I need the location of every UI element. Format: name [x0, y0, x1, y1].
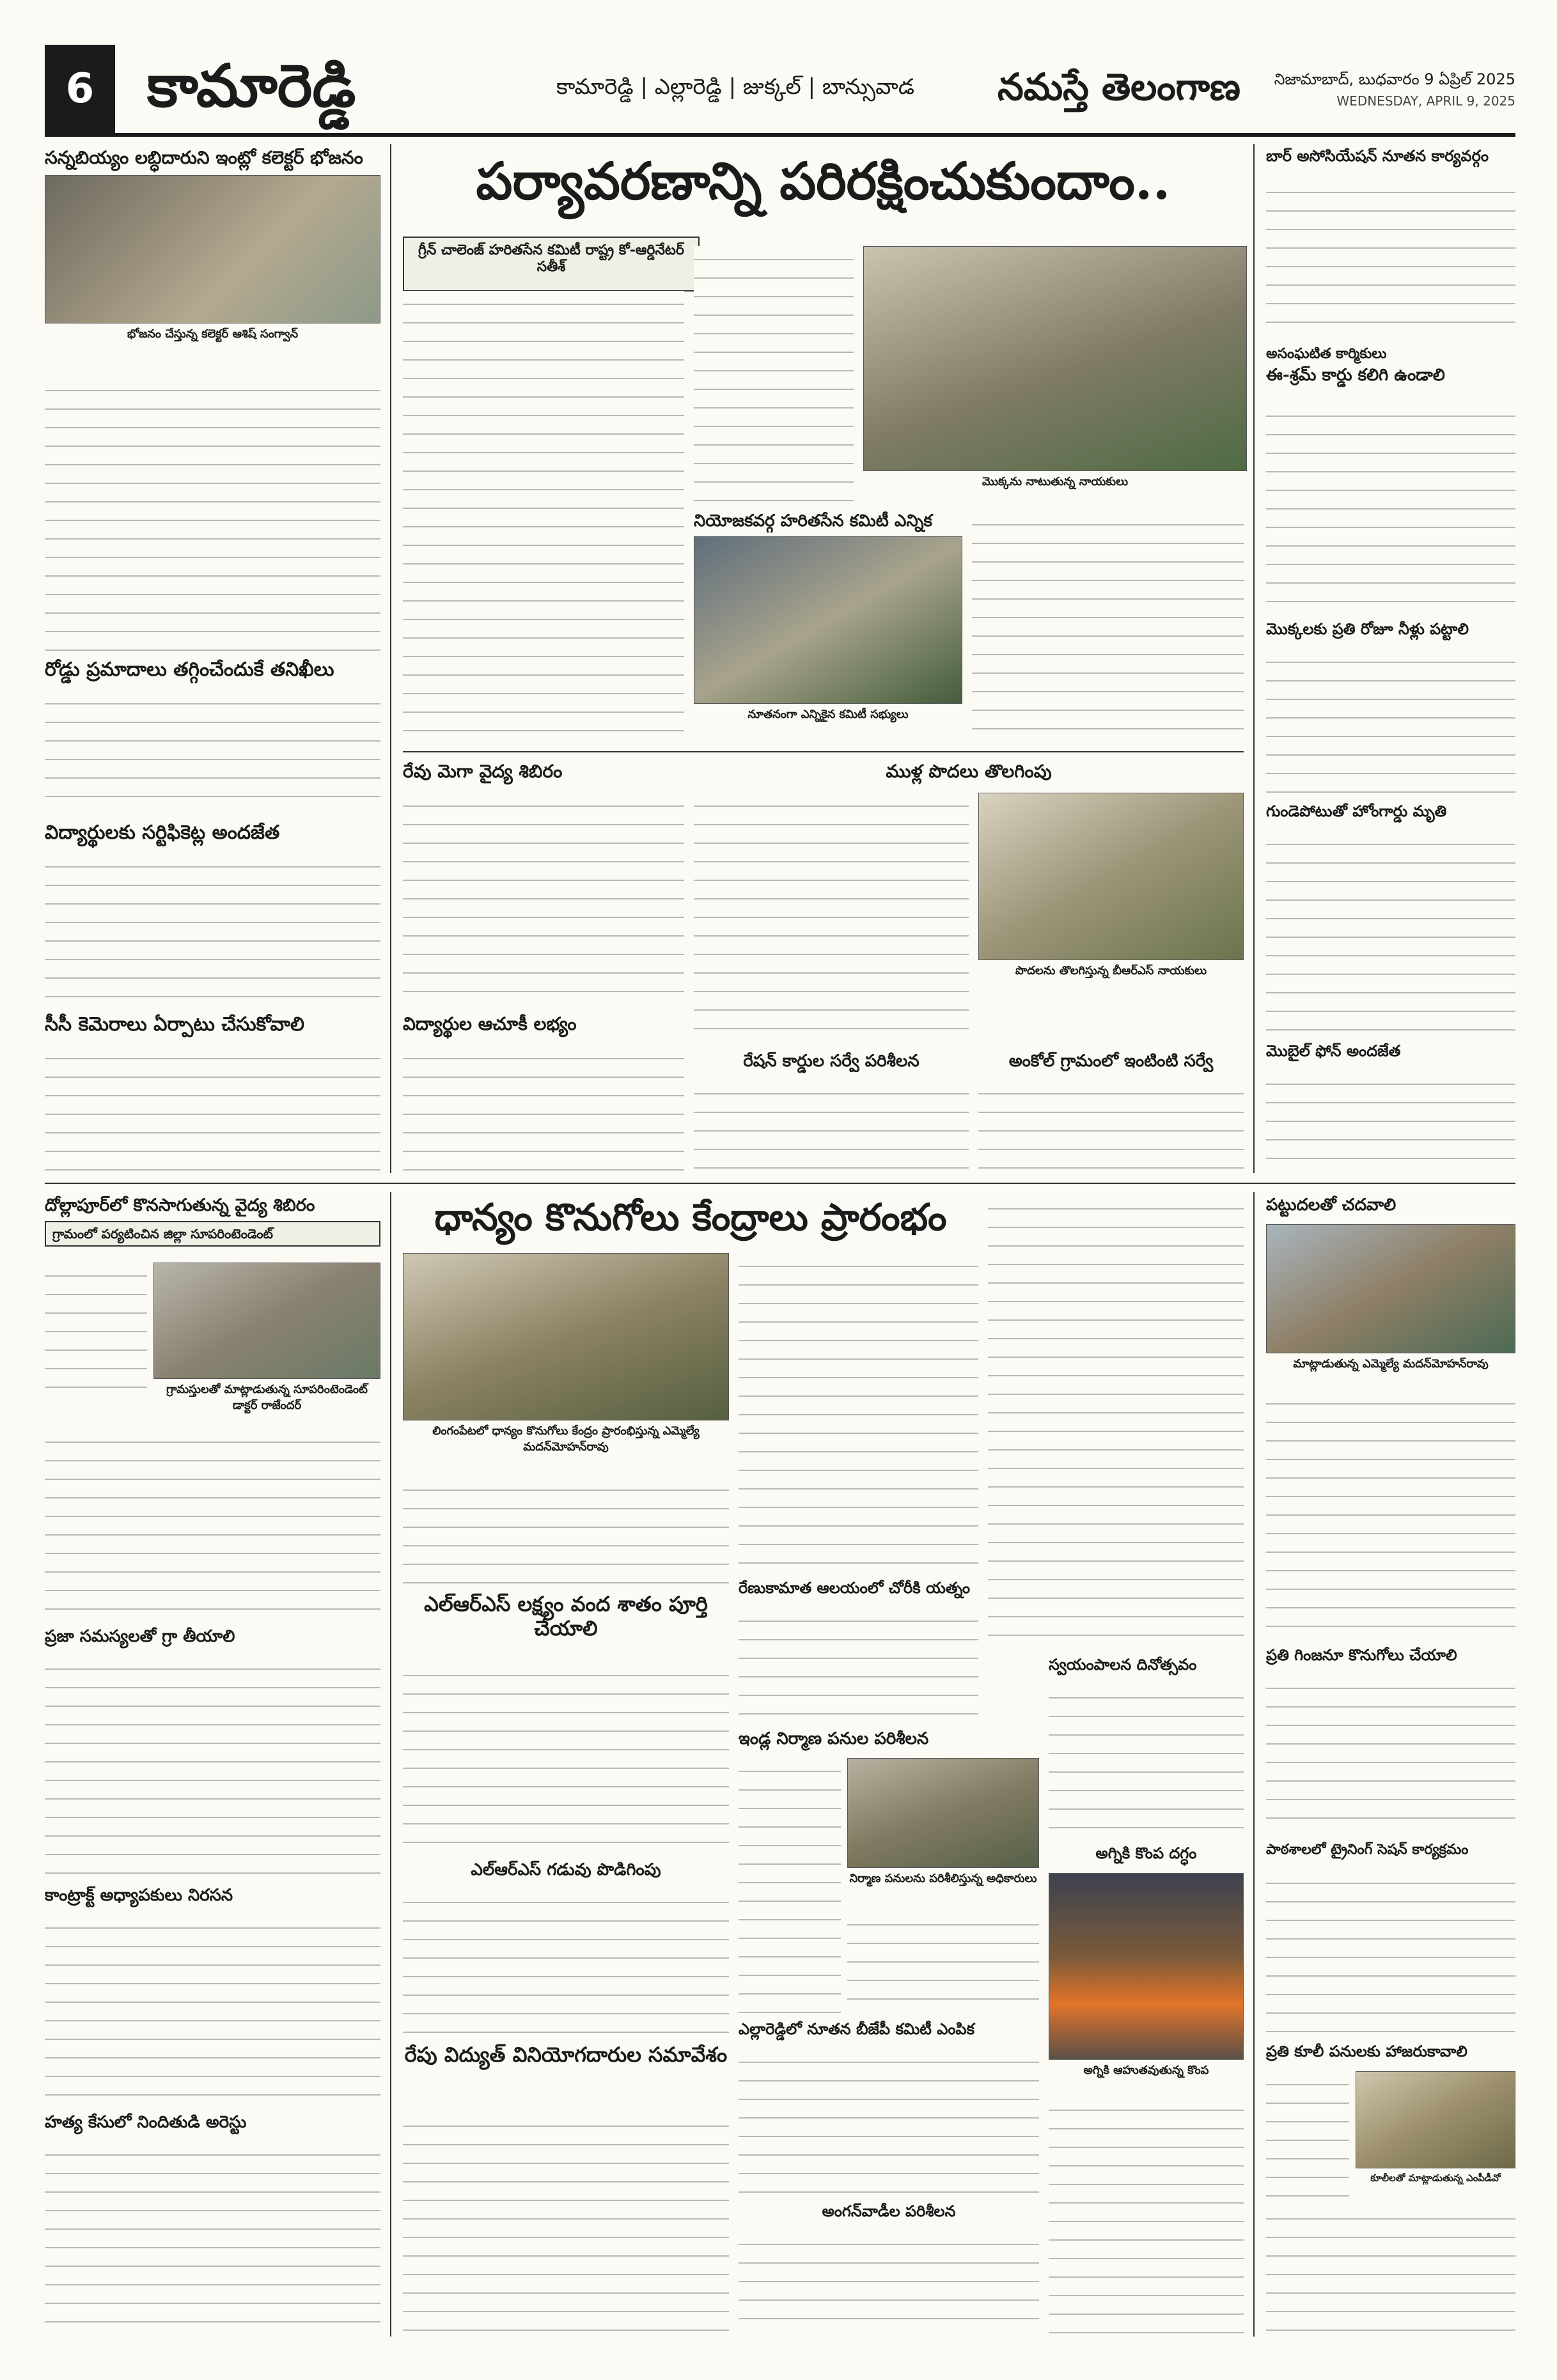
- headline: అసంఘటిత కార్మికులు: [1266, 345, 1387, 362]
- story-murder-arrest: [45, 2113, 380, 2138]
- section-towns: కామారెడ్డి | ఎల్లారెడ్డి | జుక్కల్ | బాన్సువాడ: [556, 74, 914, 100]
- article-text: [1266, 403, 1515, 614]
- article-text: [45, 1656, 380, 1879]
- newspaper-name: నమస్తే తెలంగాణ: [998, 65, 1240, 109]
- article-text: [1266, 1390, 1515, 1640]
- headline: ఎల్ఆర్ఎస్ గడువు పొడిగింపు: [471, 1860, 661, 1879]
- article-text: [1266, 649, 1515, 796]
- article-text: [403, 1477, 729, 1585]
- headline: రేషన్ కార్డుల సర్వే పరిశీలన: [743, 1052, 919, 1071]
- subhead: ఈ-శ్రమ్ కార్డు కలిగి ఉండాలి: [1266, 366, 1445, 385]
- article-text: [1266, 2205, 1515, 2337]
- thorn-photo-block: [978, 793, 1244, 1004]
- photo: [1049, 1873, 1244, 2060]
- lead-subhead: [403, 237, 700, 292]
- article-text: [1266, 1870, 1515, 2036]
- story-studies: [1266, 1195, 1515, 1221]
- date-english: WEDNESDAY, APRIL 9, 2025: [1336, 93, 1515, 109]
- story-haritha-committee: [694, 511, 962, 742]
- story-medical-camp: [45, 1195, 380, 1253]
- photo: [694, 536, 962, 704]
- photo: [978, 793, 1244, 960]
- photo-caption: నిర్మాణ పనులను పరిశీలిస్తున్న అధికారులు: [849, 1872, 1037, 1885]
- photo: [403, 1253, 729, 1420]
- subhead: గ్రామంలో పర్యటించిన జిల్లా సూపరింటెండెంట్: [45, 1221, 380, 1247]
- article-text: [45, 690, 380, 812]
- article-text: [403, 1889, 729, 2036]
- photo: [45, 175, 380, 323]
- article-text: [1049, 1684, 1244, 1838]
- headline: గుండెపోటుతో హోంగార్డు మృతి: [1266, 802, 1447, 820]
- article-text: [694, 793, 969, 1042]
- headline: ఎల్ఆర్ఎస్ లక్ష్యం వంద శాతం పూర్తి చేయాలి: [424, 1592, 708, 1641]
- article-text: [1266, 2071, 1349, 2199]
- photo-caption: నూతనంగా ఎన్నికైన కమిటీ సభ్యులు: [747, 708, 909, 722]
- story-praja-problems: [45, 1627, 380, 1653]
- headline: విద్యార్థులకు సర్టిఫికెట్ల అందజేత: [45, 821, 280, 844]
- article-text: [45, 1915, 380, 2106]
- story-collector-meal: [45, 147, 380, 371]
- story-electricity: [403, 2042, 729, 2106]
- article-text: [403, 793, 684, 1004]
- headline: ధాన్యం కొనుగోలు కేంద్రాలు ప్రారంభం: [434, 1195, 947, 1239]
- story-grain-centres: [403, 1195, 978, 1247]
- fold-rule: [45, 1183, 1515, 1184]
- photo-caption: కూలీలతో మాట్లాడుతున్న ఎంపీడీవో: [1370, 2172, 1501, 2184]
- lead-headline: పర్యావరణాన్ని పరిరక్షించుకుందాం..: [476, 151, 1171, 211]
- photo: [863, 246, 1247, 471]
- story-welfare-training: [1266, 1841, 1515, 1867]
- page-number: 6: [45, 45, 115, 133]
- article-text: [45, 377, 380, 652]
- story-road-accidents: [45, 658, 380, 687]
- story-rice-purchase: [1266, 1646, 1515, 1672]
- story-students-welcome: [403, 1013, 684, 1040]
- photo-caption: భోజనం చేస్తున్న కలెక్టర్ ఆశిష్ సంగ్వాన్: [127, 327, 299, 341]
- story-heart-attack: [1266, 802, 1515, 828]
- photo-caption: లింగంపేటలో ధాన్యం కొనుగోలు కేంద్రం ప్రారంభిస్తున్న ఎమ్మెల్యే మదన్‌మోహన్‌రావు: [432, 1424, 700, 1454]
- article-text: [978, 1080, 1244, 1173]
- article-text: [847, 1911, 1039, 2014]
- headline: సన్నబియ్యం లబ్ధిదారుని ఇంట్లో కలెక్టర్ భోజనం: [45, 147, 363, 168]
- story-thorn-bushes: [694, 761, 1244, 788]
- headline: మొక్కలకు ప్రతి రోజూ నీళ్లు పట్టాలి: [1266, 620, 1469, 638]
- headline: అంగన్‌వాడీల పరిశీలన: [822, 2202, 956, 2220]
- masthead: [45, 45, 1515, 137]
- headline: పట్టుదలతో చదవాలి: [1266, 1195, 1397, 1215]
- article-text: [45, 1429, 380, 1621]
- column-rule: [390, 144, 391, 1173]
- photo: [153, 1263, 380, 1379]
- story-mobile-phone: [1266, 1042, 1515, 1068]
- studies-photo-block: [1266, 1224, 1515, 1384]
- house-photo-block: [847, 1758, 1039, 1905]
- article-text: [45, 1045, 380, 1173]
- article-text: [739, 1253, 978, 1573]
- column-rule: [1253, 144, 1255, 1173]
- article-text: [739, 1758, 841, 2014]
- article-text: [1266, 831, 1515, 1036]
- story-lrs-extension: [403, 1860, 729, 1886]
- story-reva-camp: [403, 761, 684, 788]
- article-text: [403, 2113, 729, 2337]
- headline: బార్ అసోసియేషన్ నూతన కార్యవర్గం: [1266, 147, 1489, 165]
- article-text: [972, 511, 1244, 742]
- article-text: [988, 1195, 1244, 1643]
- article-text: [403, 291, 684, 738]
- article-text: [1266, 1675, 1515, 1835]
- lead-photo-block: [863, 246, 1247, 502]
- subhead-text: గ్రీన్ చాలెంజ్ హరితసేన కమిటీ రాష్ట్ర కో-ఆర్డినేటర్ సతీశ్: [418, 242, 684, 276]
- article-text: [45, 1263, 147, 1390]
- headline: సీసీ కెమెరాలు ఏర్పాటు చేసుకోవాలి: [45, 1013, 305, 1036]
- worker-photo-block: [1356, 2071, 1515, 2199]
- article-text: [45, 2142, 380, 2333]
- article-text: [739, 2049, 1039, 2196]
- article-text: [694, 1080, 969, 1173]
- story-contract-lecturers: [45, 1886, 380, 1911]
- story-ankol-survey: [978, 1052, 1244, 1077]
- headline: ప్రతి కూలీ పనులకు హాజరుకావాలి: [1266, 2042, 1467, 2060]
- headline: రేపు విద్యుత్ వినియోగదారుల సమావేశం: [404, 2042, 728, 2067]
- photo-caption: మాట్లాడుతున్న ఎమ్మెల్యే మదన్‌మోహన్‌రావు: [1293, 1357, 1489, 1371]
- story-environment: [403, 150, 1244, 227]
- headline: రేవు మెగా వైద్య శిబిరం: [403, 761, 563, 782]
- headline: ఇండ్ల నిర్మాణ పనుల పరిశీలన: [739, 1729, 929, 1748]
- story-unorganised: [1266, 345, 1515, 396]
- medical-photo-block: [153, 1263, 380, 1422]
- photo-caption: పొదలను తొలగిస్తున్న బీఆర్ఎస్ నాయకులు: [1015, 964, 1207, 977]
- headline: విద్యార్థుల ఆచూకీ లభ్యం: [403, 1013, 577, 1034]
- article-text: [403, 1045, 684, 1173]
- headline: అంకోల్ గ్రామంలో ఇంటింటి సర్వే: [1008, 1052, 1214, 1071]
- photo: [847, 1758, 1039, 1868]
- photo: [1266, 1224, 1515, 1353]
- section-title: కామారెడ్డి: [147, 51, 356, 120]
- headline: మొబైల్ ఫోన్ అందజేత: [1266, 1042, 1401, 1060]
- column-rule: [390, 1192, 391, 2337]
- story-ration-survey: [694, 1052, 969, 1077]
- headline: అగ్నికి కొంప దగ్ధం: [1095, 1844, 1197, 1862]
- article-text: [1049, 2097, 1244, 2337]
- photo-caption: మొక్కను నాటుతున్న నాయకులు: [982, 475, 1129, 488]
- story-students-certificates: [45, 821, 380, 850]
- photo: [1356, 2071, 1515, 2168]
- article-text: [1266, 1071, 1515, 1173]
- article-text: [45, 853, 380, 1007]
- story-cc-cameras: [45, 1013, 380, 1041]
- headline: కాంట్రాక్ట్ అధ్యాపకులు నిరసన: [45, 1886, 233, 1905]
- headline: నియోజకవర్గ హరితసేన కమిటీ ఎన్నిక: [694, 511, 933, 531]
- headline: ముళ్ల పొదలు తొలగింపు: [886, 761, 1052, 782]
- date-telugu: నిజామాబాద్, బుధవారం 9 ఏప్రిల్ 2025: [1274, 70, 1515, 88]
- headline: రేణుకామాత ఆలయంలో చోరీకి యత్నం: [739, 1579, 971, 1597]
- article-text: [739, 1608, 978, 1723]
- headline: రోడ్డు ప్రమాదాలు తగ్గించేందుకే తనిఖీలు: [45, 658, 334, 681]
- story-bjp-committee: [739, 2020, 1039, 2046]
- photo-caption: గ్రామస్తులతో మాట్లాడుతున్న సూపరింటెండెంట్ డాక్టర్ రాజేందర్: [166, 1383, 368, 1412]
- story-every-worker: [1266, 2042, 1515, 2068]
- story-rule: [403, 751, 1244, 752]
- headline: ఎల్లారెడ్డిలో నూతన బీజేపీ కమిటీ ఎంపిక: [739, 2020, 975, 2038]
- article-text: [739, 2231, 1039, 2337]
- column-rule: [1253, 1192, 1255, 2337]
- story-saplings-water: [1266, 620, 1515, 646]
- article-text: [694, 246, 854, 502]
- fire-photo-block: [1049, 1873, 1244, 2090]
- story-bar-association: [1266, 147, 1515, 173]
- headline: హత్య కేసులో నిందితుడి అరెస్టు: [45, 2113, 247, 2132]
- grain-photo-block: [403, 1253, 729, 1470]
- article-text: [403, 1662, 729, 1854]
- story-self-governance: [1049, 1656, 1244, 1681]
- story-toilets-inspection: [739, 2202, 1039, 2228]
- headline: స్వయంపాలన దినోత్సవం: [1049, 1656, 1197, 1674]
- story-fire: [1049, 1844, 1244, 1870]
- headline: దోల్లాపూర్‌లో కొనసాగుతున్న వైద్య శిబిరం: [45, 1195, 315, 1215]
- story-renuka-temple: [739, 1579, 978, 1605]
- story-lrs-target: [403, 1592, 729, 1656]
- article-text: [1266, 179, 1515, 339]
- headline: ప్రతి గింజనూ కొనుగోలు చేయాలి: [1266, 1646, 1457, 1664]
- headline: ప్రజా సమస్యలతో గ్రా తీయాలి: [45, 1627, 235, 1646]
- headline: పాఠశాలలో ట్రైనింగ్ సెషన్ కార్యక్రమం: [1266, 1841, 1469, 1858]
- photo-caption: అగ్నికి ఆహుతవుతున్న కొంప: [1083, 2064, 1209, 2077]
